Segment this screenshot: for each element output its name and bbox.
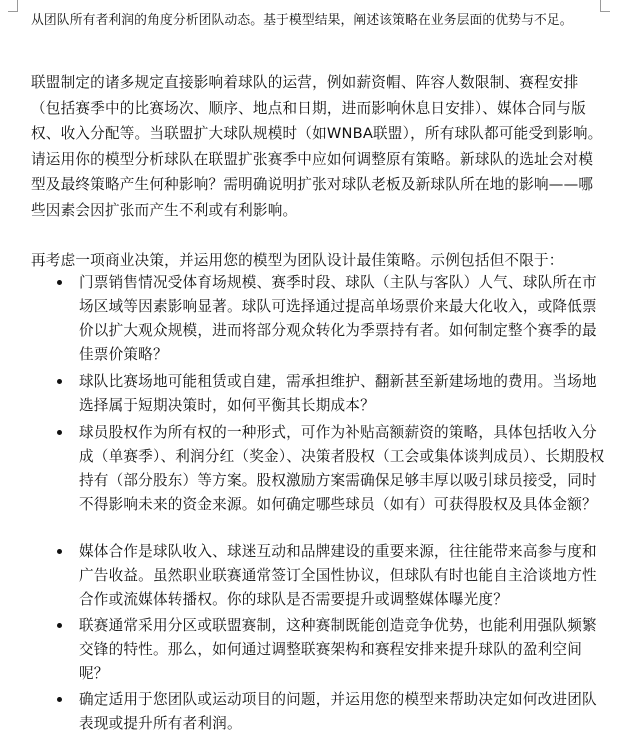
bullet-dot-icon xyxy=(57,379,62,384)
bullet-item-own-problem xyxy=(79,688,605,736)
bullet-text: 门票销售情况受体育场规模、赛季时段、球队（主队与客队）人气、球队所在市场区域等因素影响显著。球队可选择通过提高单场票价来最大化收入，或降低票价以扩大观众规模，进而将部分观众转化为季票持有者。如何制定整个赛季的最佳票价策略？ xyxy=(79,274,597,363)
bullet-text: 媒体合作是球队收入、球迷互动和品牌建设的重要来源，往往能带来高参与度和广告收益。虽然职业联赛通常签订全国性协议，但球队有时也能自主洽谈地方性合作或流媒体转播权。你的球队是否需要提升或调整媒体曝光度？ xyxy=(79,543,597,608)
bullet-text: 联赛通常采用分区或联盟赛制，这种赛制既能创造竞争优势，也能利用强队频繁交锋的特性。那么，如何通过调整联赛架构和赛程安排来提升球队的盈利空间呢？ xyxy=(79,617,597,682)
page-corner-mark-left xyxy=(17,0,18,12)
business-decision-paragraph: 再考虑一项商业决策，并运用您的模型为团队设计最佳策略。示例包括但不限于： xyxy=(31,252,564,269)
page-corner-mark-right xyxy=(600,0,601,12)
bullet-text: 确定适用于您团队或运动项目的问题，并运用您的模型来帮助决定如何改进团队表现或提升所有者利润。 xyxy=(79,691,597,732)
bullet-item-league-structure xyxy=(79,614,605,686)
bullet-dot-icon xyxy=(57,430,62,435)
bullet-dot-icon xyxy=(57,549,62,554)
bullet-item-venue xyxy=(79,370,605,418)
bullet-item-player-equity xyxy=(79,421,605,517)
bullet-dot-icon xyxy=(57,280,62,285)
bullet-dot-icon xyxy=(57,623,62,628)
league-rules-paragraph: 联盟制定的诸多规定直接影响着球队的运营，例如薪资帽、阵容人数限制、赛程安排（包括赛季中的比赛场次、顺序、地点和日期，进而影响休息日安排）、媒体合同与版权、收入分配等。当联盟扩大球队规模时（如WNBA联盟），所有球队都可能受到影响。请运用你的模型分析球队在联盟扩张赛季中应如何调整原有策略。新球队的选址会对模型及最终策略产生何种影响？需明确说明扩张对球队老板及新球队所在地的影响——哪些因素会因扩张而产生不利或有利影响。 xyxy=(31,74,603,219)
intro-paragraph: 从团队所有者利润的角度分析团队动态。基于模型结果，阐述该策略在业务层面的优势与不足。 xyxy=(31,13,573,28)
bullet-text: 球队比赛场地可能租赁或自建，需承担维护、翻新甚至新建场地的费用。当场地选择属于短期决策时，如何平衡其长期成本？ xyxy=(79,373,597,414)
bullet-dot-icon xyxy=(57,697,62,702)
bullet-item-ticket-pricing xyxy=(79,271,605,367)
bullet-item-media xyxy=(79,540,605,612)
bullet-text: 球员股权作为所有权的一种形式，可作为补贴高额薪资的策略，具体包括收入分成（单赛季）、利润分红（奖金）、决策者股权（工会或集体谈判成员）、长期股权持有（部分股东）等方案。股权激励方案需确保足够丰厚以吸引球员接受，同时不得影响未来的资金来源。如何确定哪些球员（如有）可获得股权及具体金额？ xyxy=(79,424,605,513)
